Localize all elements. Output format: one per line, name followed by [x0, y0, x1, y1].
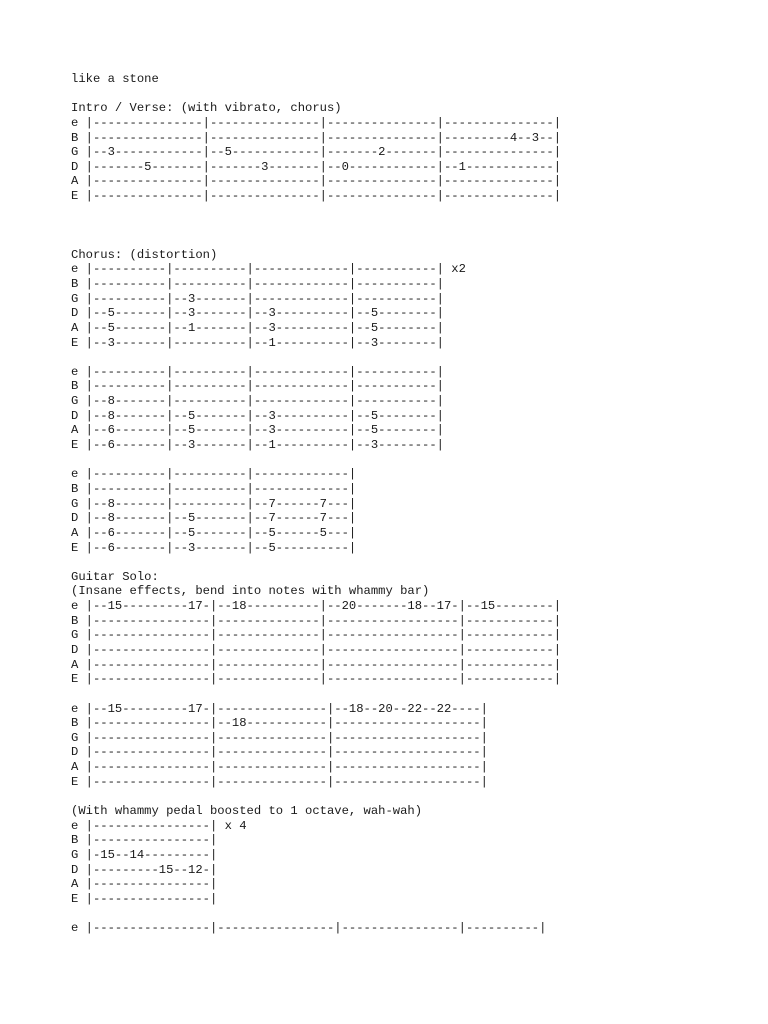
tab-string-line: G |--8-------|----------|-------------|-----------|	[71, 394, 444, 409]
tab-string-line: E |--6-------|--3-------|--1----------|--3--------|	[71, 438, 444, 453]
section-header: (With whammy pedal boosted to 1 octave, wah-wah)	[71, 804, 423, 819]
tab-string-line: G |--3------------|--5------------|-------2-------|---------------|	[71, 145, 562, 160]
tab-string-line: B |----------------|	[71, 833, 218, 848]
tab-string-line: A |--6-------|--5-------|--5------5---|	[71, 525, 357, 540]
blank-line	[71, 453, 761, 468]
tab-string-line: D |--5-------|--3-------|--3----------|--5--------|	[71, 306, 444, 321]
tab-sections	[71, 87, 761, 936]
tab-string-line: A |----------------|	[71, 877, 218, 892]
tab-string-line: B |----------------|--18-----------|--------------------|	[71, 716, 488, 731]
tab-string-line: G |-15--14---------|	[71, 847, 218, 862]
tab-string-line: A |---------------|---------------|---------------|---------------|	[71, 174, 562, 189]
tab-string-line: G |----------------|--------------|------------------|------------|	[71, 628, 562, 643]
tab-string-line: D |----------------|--------------|------------------|------------|	[71, 642, 562, 657]
tab-string-line: E |----------------|	[71, 891, 218, 906]
tab-section	[71, 555, 761, 687]
tab-string-line: e |----------|----------|-------------|-----------| x2	[71, 262, 466, 277]
tab-string-line: B |----------|----------|-------------|-----------|	[71, 276, 444, 291]
section-header: Guitar Solo:	[71, 569, 159, 584]
tab-string-line: E |----------------|---------------|--------------------|	[71, 774, 488, 789]
tab-section	[71, 907, 761, 936]
tab-string-line: e |----------|----------|-------------|	[71, 467, 357, 482]
blank-line	[71, 204, 761, 219]
section-header: Chorus: (distortion)	[71, 247, 218, 262]
tab-section	[71, 350, 761, 452]
tab-string-line: B |---------------|---------------|---------------|---------4--3--|	[71, 130, 562, 145]
tab-string-line: e |----------|----------|-------------|-----------|	[71, 364, 444, 379]
tab-string-line: D |----------------|---------------|--------------------|	[71, 745, 488, 760]
tab-string-line: D |---------15--12-|	[71, 862, 218, 877]
tab-string-line: A |----------------|---------------|--------------------|	[71, 760, 488, 775]
tab-string-line: E |--3-------|----------|--1----------|--3--------|	[71, 335, 444, 350]
tab-string-line: e |--15---------17-|---------------|--18--20--22--22----|	[71, 701, 488, 716]
tab-string-line: B |----------|----------|-------------|	[71, 481, 357, 496]
tab-section	[71, 204, 761, 350]
tab-string-line: A |----------------|--------------|------------------|------------|	[71, 657, 562, 672]
tab-section	[71, 453, 761, 555]
tab-section	[71, 687, 761, 789]
tab-string-line: B |----------|----------|-------------|-----------|	[71, 379, 444, 394]
tab-string-line: e |---------------|---------------|---------------|---------------|	[71, 115, 562, 130]
tab-document	[71, 72, 761, 936]
tab-string-line: e |----------------|----------------|----------------|----------|	[71, 921, 547, 936]
tab-section	[71, 789, 761, 906]
section-header: (Insane effects, bend into notes with whammy bar)	[71, 584, 430, 599]
tab-string-line: G |----------------|---------------|--------------------|	[71, 730, 488, 745]
tab-string-line: B |----------------|--------------|------------------|------------|	[71, 613, 562, 628]
blank-line	[71, 907, 761, 922]
tab-string-line: A |--6-------|--5-------|--3----------|--5--------|	[71, 423, 444, 438]
blank-line	[71, 233, 761, 248]
tab-string-line: G |----------|--3-------|-------------|-----------|	[71, 291, 444, 306]
tab-string-line: E |---------------|---------------|---------------|---------------|	[71, 189, 562, 204]
tab-string-line: A |--5-------|--1-------|--3----------|--5--------|	[71, 320, 444, 335]
blank-line	[71, 87, 761, 102]
tab-section	[71, 87, 761, 204]
blank-line	[71, 350, 761, 365]
tab-string-line: e |----------------| x 4	[71, 818, 247, 833]
blank-line	[71, 789, 761, 804]
blank-line	[71, 687, 761, 702]
song-title: like a stone	[71, 72, 159, 86]
blank-line	[71, 555, 761, 570]
tab-string-line: G |--8-------|----------|--7------7---|	[71, 496, 357, 511]
tab-string-line: e |--15---------17-|--18----------|--20-------18--17-|--15--------|	[71, 599, 562, 614]
tab-string-line: E |--6-------|--3-------|--5----------|	[71, 540, 357, 555]
tab-string-line: E |----------------|--------------|------------------|------------|	[71, 672, 562, 687]
tab-string-line: D |--8-------|--5-------|--3----------|--5--------|	[71, 408, 444, 423]
section-header: Intro / Verse: (with vibrato, chorus)	[71, 101, 342, 116]
tab-string-line: D |-------5-------|-------3-------|--0------------|--1------------|	[71, 159, 562, 174]
blank-line	[71, 218, 761, 233]
tab-string-line: D |--8-------|--5-------|--7------7---|	[71, 511, 357, 526]
